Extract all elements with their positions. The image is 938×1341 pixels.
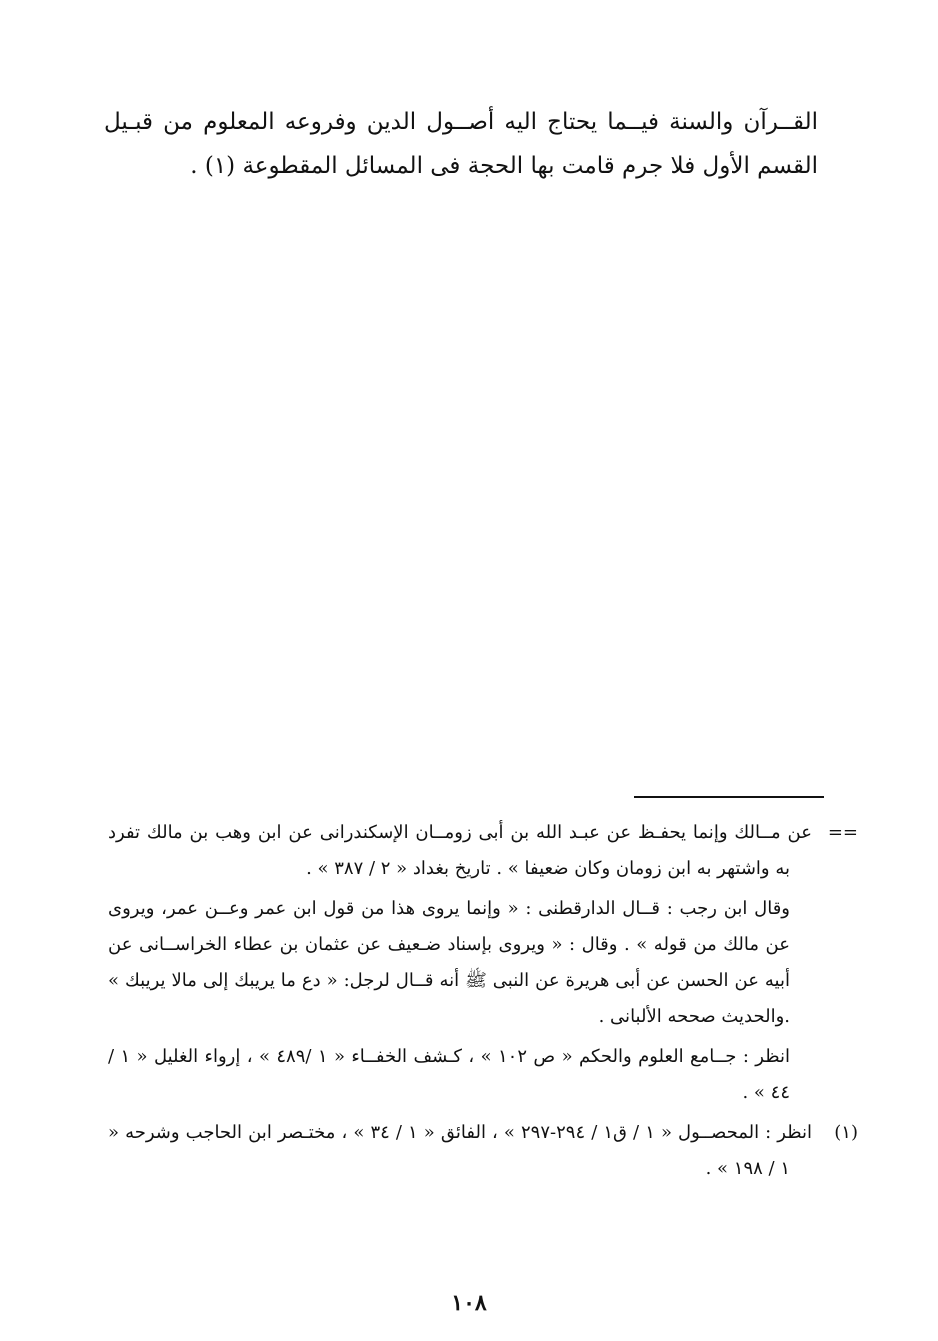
footnote-separator (634, 796, 824, 798)
footnote-1: (١)انظر : المحصــول « ١ / ق١ / ٢٩٤-٢٩٧ » ، الفائق « ١ / ٣٤ » ، مختـصر ابن الحاجب وشرحه « ١ / ١٩٨ » . (108, 1122, 858, 1179)
main-paragraph (104, 100, 818, 188)
footnote-reference: (١) (204, 153, 236, 179)
footnote-ibn-rajab: وقال ابن رجب : قــال الدارقطنى : « وإنما يروى هذا من قول ابن عمر وعــن عمر، ويروى عن مالك من قوله » . وقال : « ويروى بإسناد ضـعيف عن عثمان بن عطاء الخراســانى عن أبيه عن الحسن عن أبى هريرة عن النبى ﷺ أنه قــال لرجل: « دع ما يريبك إلى مالا يريبك » .والحديث صححه الألبانى . (108, 898, 790, 1027)
footnote-continuation: ==عن مــالك وإنما يحفـظ عن عبـد الله بن أبى زومــان الإسكندرانى عن ابن وهب بن مالك تفرد به واشتهر به ابن زومان وكان ضعيفا » . تاريخ بغداد « ٢ / ٣٨٧ » . (108, 822, 858, 879)
main-text-block (104, 100, 818, 188)
footnote-1-text: انظر : المحصــول « ١ / ق١ / ٢٩٤-٢٩٧ » ، الفائق « ١ / ٣٤ » ، مختـصر ابن الحاجب وشرحه « ١ / ١٩٨ » . (108, 1122, 812, 1179)
main-paragraph-text: القــرآن والسنة فيــما يحتاج اليه أصــول الدين وفروعه المعلوم من قبـيل القسم الأول فلا جرم قامت بها الحجة فى المسائل المقطوعة (104, 109, 818, 179)
page-number: ١٠٨ (451, 1290, 487, 1316)
footnote-references: انظر : جــامع العلوم والحكم « ص ١٠٢ » ، كـشف الخفــاء « ١ /٤٨٩ » ، إرواء الغليل « ١ / ٤٤ » . (108, 1046, 790, 1103)
main-paragraph-end: . (190, 153, 198, 179)
footnotes-section (108, 815, 858, 1191)
footnote-continuation-text: عن مــالك وإنما يحفـظ عن عبـد الله بن أبى زومــان الإسكندرانى عن ابن وهب بن مالك تفرد به واشتهر به ابن زومان وكان ضعيفا » . تاريخ بغداد « ٢ / ٣٨٧ » . (108, 822, 812, 879)
